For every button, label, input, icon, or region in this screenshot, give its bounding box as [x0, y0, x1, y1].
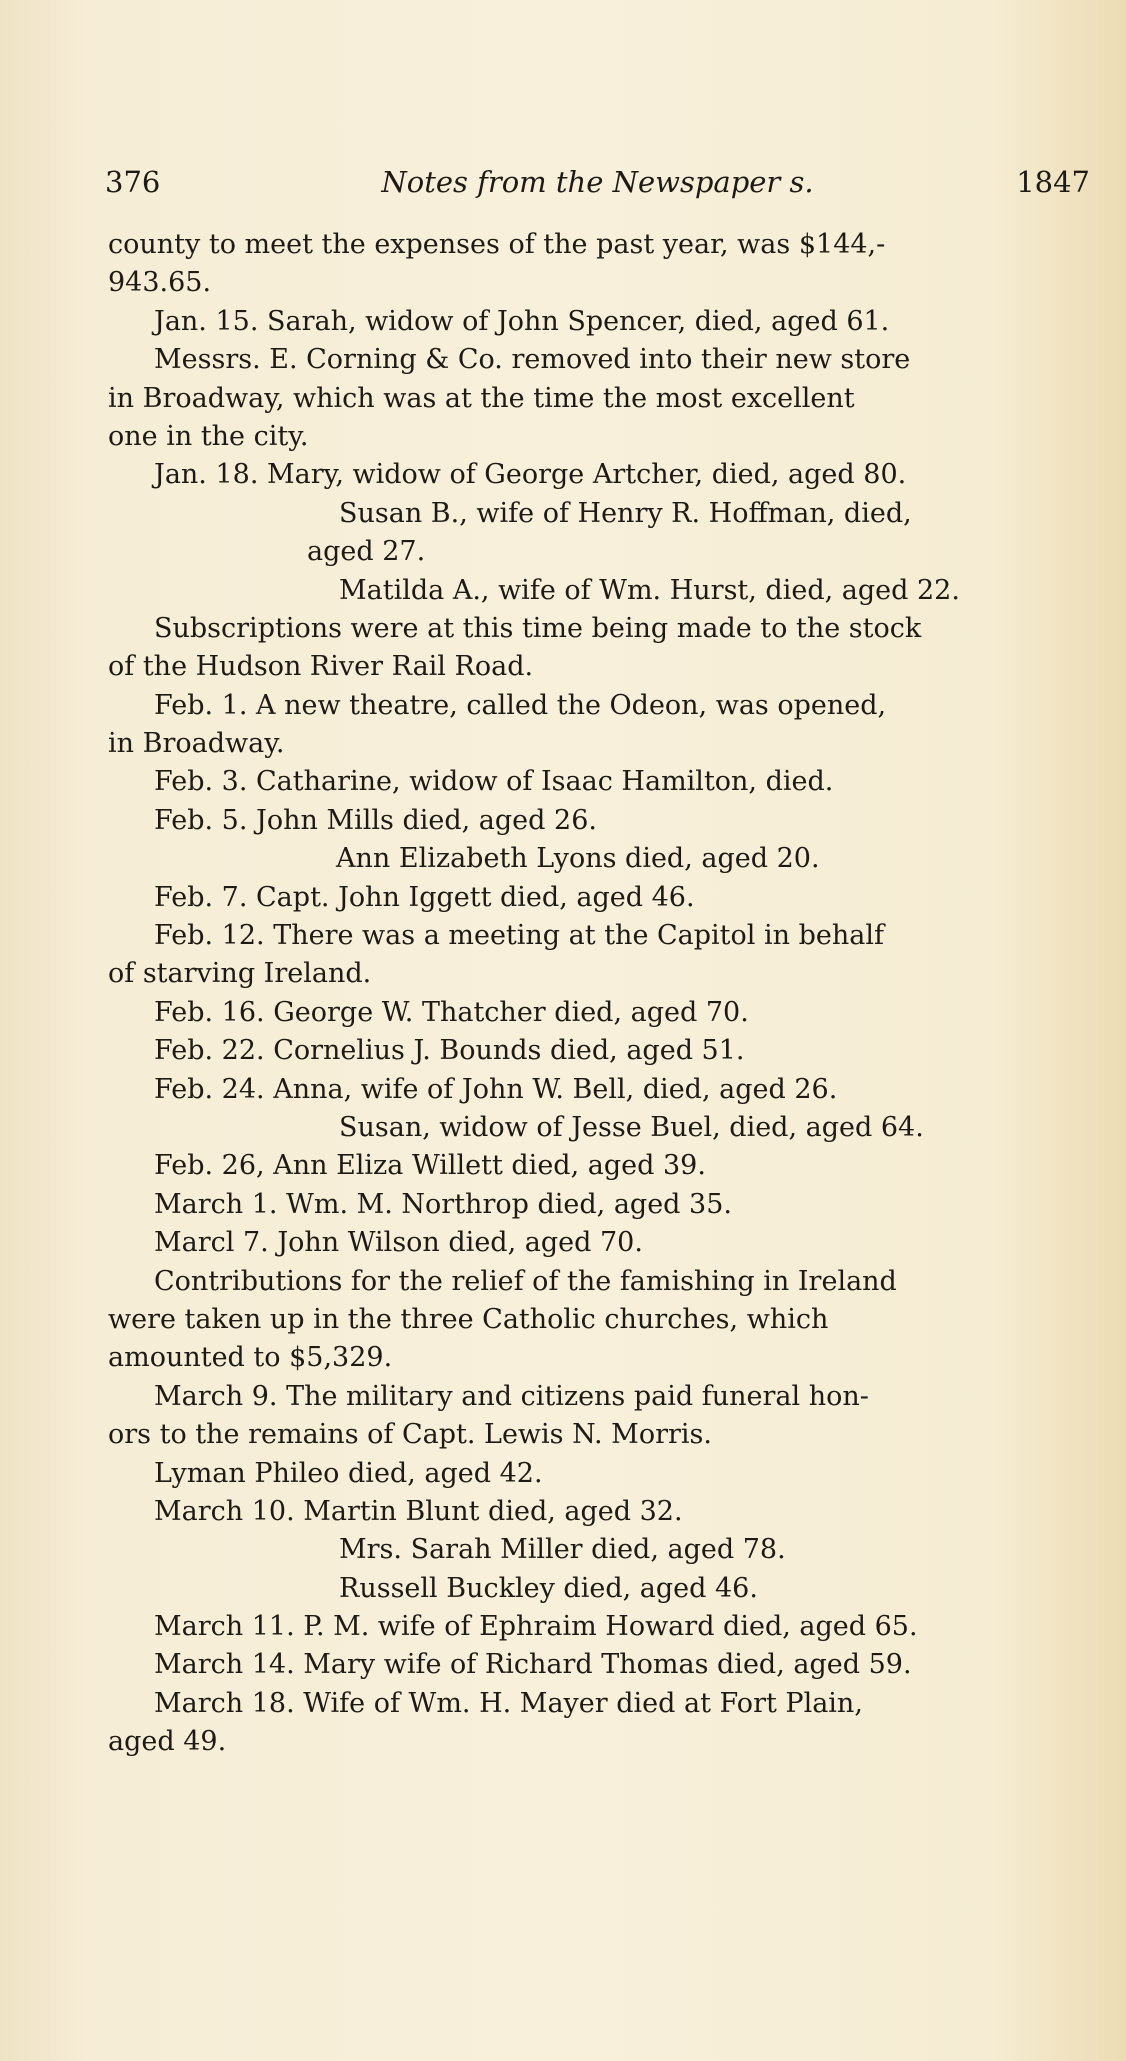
text-line: Feb. 24. Anna, wife of John W. Bell, died, aged 26. [154, 1073, 838, 1105]
text-line: Feb. 22. Cornelius J. Bounds died, aged 51. [154, 1035, 745, 1067]
text-line: March 11. P. M. wife of Ephraim Howard died, aged 65. [154, 1611, 918, 1643]
text-line: 943.65. [108, 267, 212, 299]
text-line: March 9. The military and citizens paid funeral hon- [154, 1380, 869, 1412]
text-line: Ann Elizabeth Lyons died, aged 20. [336, 843, 820, 875]
text-line: ors to the remains of Capt. Lewis N. Morris. [108, 1419, 712, 1451]
text-line: Messrs. E. Corning & Co. removed into their new store [154, 344, 911, 376]
text-line: were taken up in the three Catholic churches, which [108, 1303, 829, 1335]
text-line: Feb. 3. Catharine, widow of Isaac Hamilton, died. [154, 766, 834, 798]
text-line: Mrs. Sarah Miller died, aged 78. [339, 1534, 786, 1566]
text-line: of the Hudson River Rail Road. [108, 651, 534, 683]
text-line: Susan B., wife of Henry R. Hoffman, died, [339, 497, 912, 529]
text-line: Matilda A., wife of Wm. Hurst, died, aged 22. [339, 574, 960, 606]
text-line: Subscriptions were at this time being made to the stock [154, 612, 922, 644]
text-line: Feb. 12. There was a meeting at the Capitol in behalf [154, 920, 884, 952]
page-number: 376 [105, 165, 161, 199]
text-line: of starving Ireland. [108, 958, 372, 990]
text-line: Susan, widow of Jesse Buel, died, aged 64. [339, 1111, 924, 1143]
text-line: Russell Buckley died, aged 46. [339, 1572, 758, 1604]
page-header [105, 165, 1090, 209]
body-text [108, 226, 1083, 1762]
text-line: amounted to $5,329. [108, 1342, 393, 1374]
text-line: Feb. 7. Capt. John Iggett died, aged 46. [154, 881, 695, 913]
text-line: aged 27. [307, 536, 426, 568]
text-line: Contributions for the relief of the famishing in Ireland [154, 1265, 897, 1297]
text-line: Jan. 15. Sarah, widow of John Spencer, died, aged 61. [154, 305, 890, 337]
header-year: 1847 [1016, 165, 1090, 199]
text-line: Feb. 1. A new theatre, called the Odeon, was opened, [154, 689, 887, 721]
text-line: March 14. Mary wife of Richard Thomas died, aged 59. [154, 1649, 912, 1681]
text-line: Marcl 7. John Wilson died, aged 70. [154, 1227, 643, 1259]
running-head: Notes from the Newspaper s. [381, 165, 814, 199]
text-line: county to meet the expenses of the past year, was $144,- [108, 229, 886, 260]
text-line: Feb. 16. George W. Thatcher died, aged 70. [154, 996, 749, 1028]
text-line: in Broadway, which was at the time the most excellent [108, 382, 855, 414]
text-line: Jan. 18. Mary, widow of George Artcher, died, aged 80. [154, 459, 907, 491]
text-line: Lyman Phileo died, aged 42. [154, 1457, 543, 1489]
text-line: aged 49. [108, 1726, 227, 1758]
text-line: March 10. Martin Blunt died, aged 32. [154, 1495, 683, 1527]
text-line: one in the city. [108, 420, 309, 452]
text-line: March 18. Wife of Wm. H. Mayer died at Fort Plain, [154, 1687, 863, 1719]
text-line: March 1. Wm. M. Northrop died, aged 35. [154, 1188, 732, 1220]
text-line: Feb. 26, Ann Eliza Willett died, aged 39. [154, 1150, 706, 1182]
text-line: Feb. 5. John Mills died, aged 26. [154, 804, 597, 836]
text-line: in Broadway. [108, 728, 285, 760]
